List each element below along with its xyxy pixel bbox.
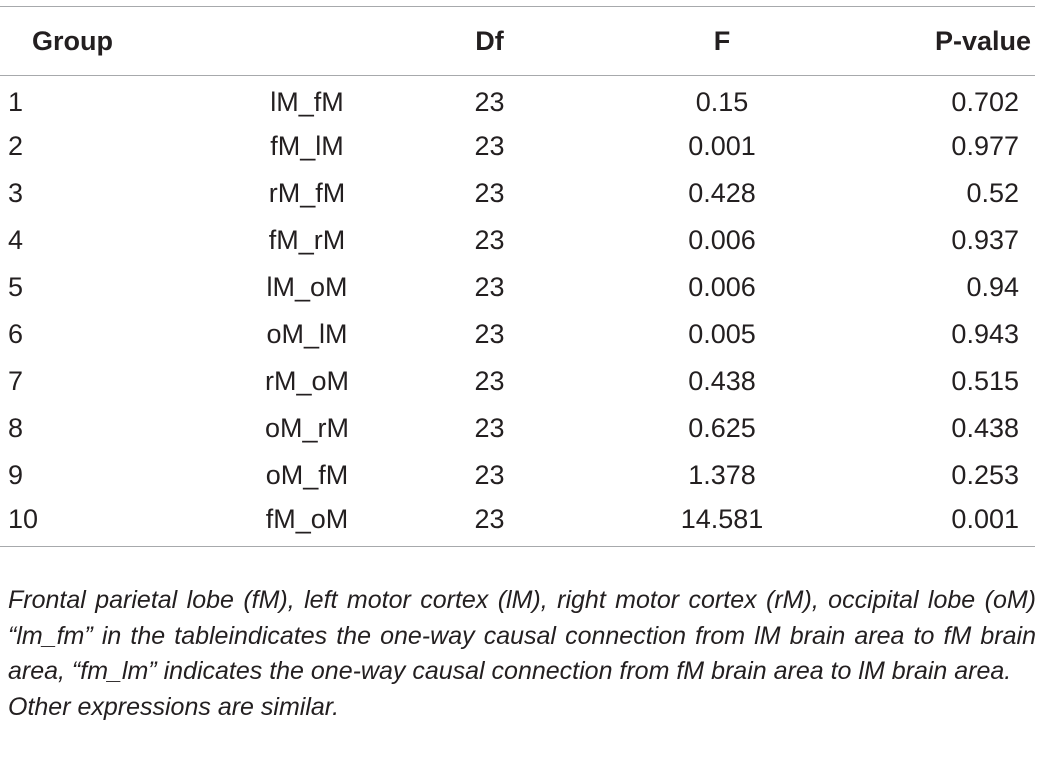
row-number: 6 [8,319,24,350]
row-number: 10 [8,504,39,535]
row-pvalue: 0.702 [951,86,1019,117]
table-row [0,123,1035,170]
header-f: F [713,25,731,56]
row-pair: fM_oM [265,504,349,535]
row-f: 0.438 [688,366,756,397]
row-f: 14.581 [680,504,764,535]
row-number: 3 [8,177,24,208]
row-df: 23 [474,177,505,208]
row-pvalue: 0.937 [951,224,1019,255]
table-row [0,264,1035,311]
row-pvalue: 0.52 [966,177,1019,208]
row-pvalue: 0.515 [951,366,1019,397]
anova-table [0,6,1035,547]
table-header-row [0,7,1035,76]
row-df: 23 [474,224,505,255]
row-number: 4 [8,224,24,255]
row-df: 23 [474,130,505,161]
row-df: 23 [474,413,505,444]
row-df: 23 [474,460,505,491]
row-f: 0.428 [688,177,756,208]
footnote-definitions: Frontal parietal lobe (fM), left motor cortex (lM), right motor cortex (rM), occipital lobe (oM) “lm_fm” in the tableindicates the one-way causal connection from lM brain area to fM brain area, “fm_lm” indicates the one-way causal connection from fM brain area to lM brain area. [8,586,1036,685]
row-pair: oM_rM [264,413,349,444]
table-row [0,452,1035,499]
row-f: 1.378 [688,460,756,491]
table-row [0,405,1035,452]
table-row [0,217,1035,264]
table-footnote [8,583,1036,725]
row-number: 5 [8,271,24,302]
row-pair: rM_fM [268,177,346,208]
row-pvalue: 0.94 [966,271,1019,302]
row-number: 8 [8,413,24,444]
row-pvalue: 0.943 [951,319,1019,350]
row-f: 0.001 [688,130,756,161]
table-row [0,499,1035,546]
row-f: 0.006 [688,271,756,302]
header-df: Df [475,25,504,56]
footnote-note: Other expressions are similar. [8,692,340,721]
row-pair: rM_oM [264,366,349,397]
table-row [0,170,1035,217]
row-pair: fM_lM [270,130,344,161]
table-row [0,76,1035,123]
row-pair: lM_oM [266,271,348,302]
row-df: 23 [474,271,505,302]
row-number: 9 [8,460,24,491]
table-row [0,358,1035,405]
row-f: 0.005 [688,319,756,350]
row-pvalue: 0.001 [951,504,1019,535]
row-df: 23 [474,504,505,535]
row-df: 23 [474,319,505,350]
row-df: 23 [474,86,505,117]
header-blank [212,7,402,76]
row-pvalue: 0.253 [951,460,1019,491]
header-pvalue: P-value [934,25,1031,56]
header-group: Group [32,25,113,56]
row-number: 7 [8,366,24,397]
row-number: 1 [8,86,24,117]
table-row [0,311,1035,358]
row-f: 0.625 [688,413,756,444]
row-f: 0.006 [688,224,756,255]
row-pair: oM_fM [265,460,349,491]
row-pvalue: 0.438 [951,413,1019,444]
row-pvalue: 0.977 [951,130,1019,161]
row-f: 0.15 [695,86,749,117]
row-number: 2 [8,130,24,161]
row-pair: lM_fM [270,86,344,117]
row-df: 23 [474,366,505,397]
row-pair: oM_lM [266,319,348,350]
row-pair: fM_rM [268,224,346,255]
